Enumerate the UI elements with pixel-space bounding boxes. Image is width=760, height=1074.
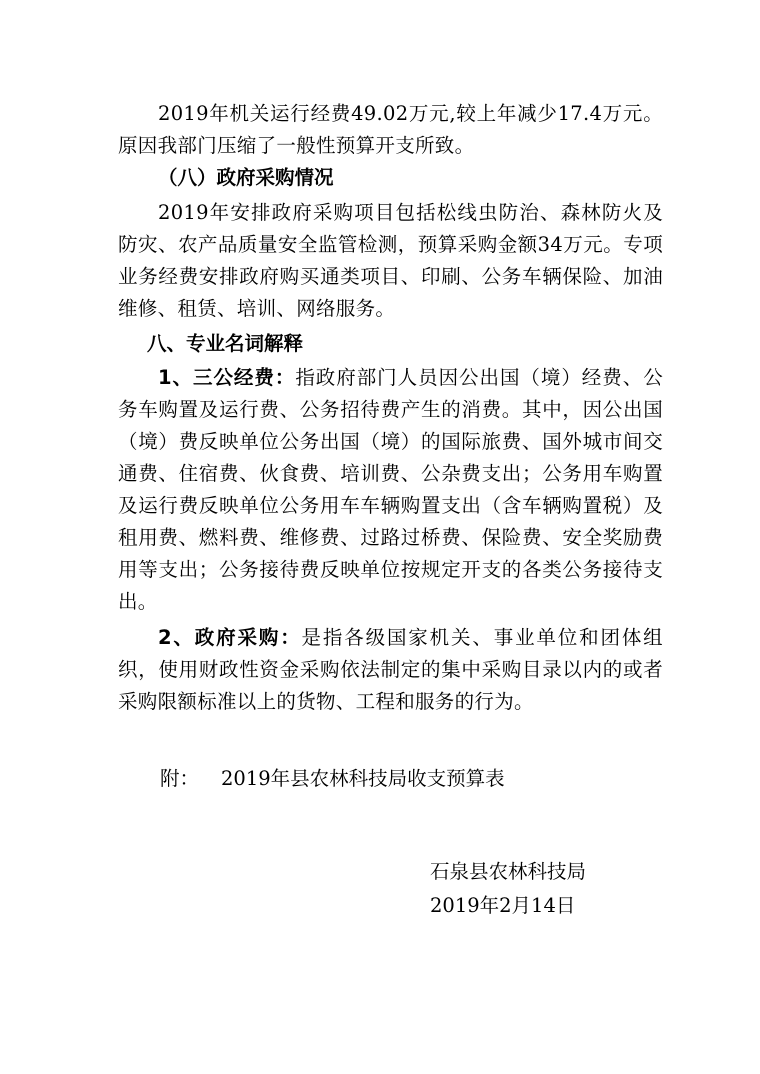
attachment-label: 附：	[160, 767, 200, 790]
paragraph-three-public-expenses	[118, 362, 663, 618]
paragraph-operating-expenses	[118, 98, 663, 162]
attachment-line	[160, 763, 505, 795]
heading-term-explanations: 八、专业名词解释	[147, 332, 304, 355]
attachment-title: 2019年县农林科技局收支预算表	[221, 767, 505, 790]
term-definition-government-procurement: 是指各级国家机关、事业单位和团体组织，使用财政性资金采购依法制定的集中采购目录以内的或者采购限额标准以上的货物、工程和服务的行为。	[118, 626, 663, 713]
paragraph-government-procurement	[118, 197, 663, 325]
heading-government-procurement: （八）政府采购情况	[158, 166, 334, 189]
term-definition-three-public-expenses: 指政府部门人员因公出国（境）经费、公务车购置及运行费、公务招待费产生的消费。其中，因公出国（境）费反映单位公务出国（境）的国际旅费、国外城市间交通费、住宿费、伙食费、培训费、公杂费支出；公务用车购置及运行费反映单位公务用车车辆购置支出（含车辆购置税）及租用费、燃料费、维修费、过路过桥费、保险费、安全奖励费用等支出；公务接待费反映单位按规定开支的各类公务接待支出。	[118, 366, 663, 613]
term-label-government-procurement: 2、政府采购	[158, 626, 281, 649]
term-label-three-public-expenses: 1、三公经费	[158, 366, 275, 389]
signature-organization: 石泉县农林科技局	[430, 860, 587, 883]
paragraph-operating-expenses-text: 2019年机关运行经费49.02万元,较上年减少17.4万元。原因我部门压缩了一般性预算开支所致。	[118, 102, 663, 157]
term-colon: ：	[280, 626, 302, 649]
signature-date: 2019年2月14日	[430, 894, 576, 917]
paragraph-government-procurement-text: 2019年安排政府采购项目包括松线虫防治、森林防火及防灾、农产品质量安全监管检测，预算采购金额34万元。专项业务经费安排政府购买通类项目、印刷、公务车辆保险、加油维修、租赁、培训、网络服务。	[118, 201, 663, 320]
paragraph-government-procurement-definition	[118, 622, 663, 718]
term-colon: ：	[274, 366, 296, 389]
